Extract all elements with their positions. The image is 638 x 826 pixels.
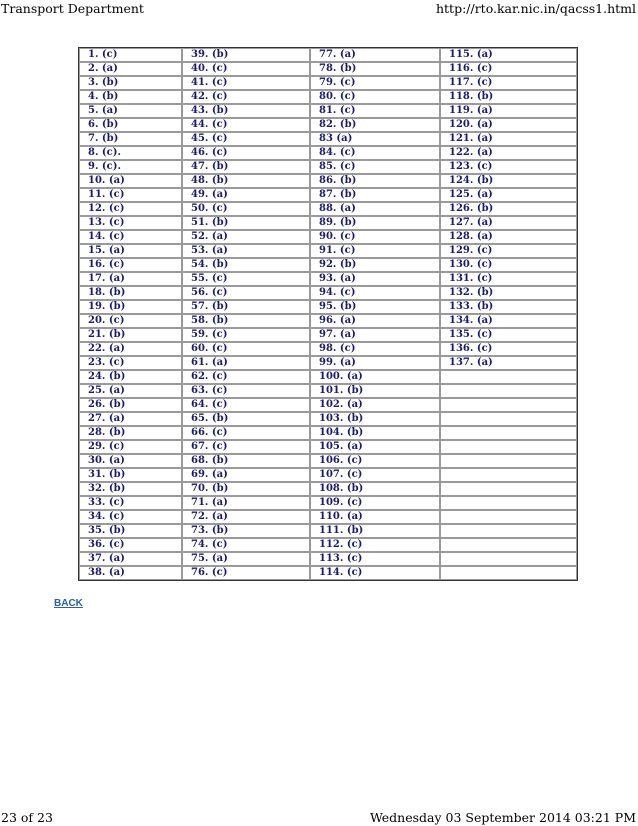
table-row	[79, 552, 577, 566]
table-row	[79, 468, 577, 482]
answer-cell: 45. (c)	[182, 132, 310, 146]
answer-cell: 29. (c)	[79, 440, 182, 454]
answer-cell: 33. (c)	[79, 496, 182, 510]
answer-cell: 135. (c)	[440, 328, 577, 342]
answer-cell: 118. (b)	[440, 90, 577, 104]
answer-cell: 10. (a)	[79, 174, 182, 188]
answer-cell: 50. (c)	[182, 202, 310, 216]
table-row	[79, 48, 577, 62]
answer-cell: 80. (c)	[310, 90, 440, 104]
answer-cell: 70. (b)	[182, 482, 310, 496]
answer-cell: 52. (a)	[182, 230, 310, 244]
answer-cell: 30. (a)	[79, 454, 182, 468]
answer-cell: 76. (c)	[182, 566, 310, 580]
answer-cell: 112. (c)	[310, 538, 440, 552]
table-row	[79, 160, 577, 174]
answer-cell: 54. (b)	[182, 258, 310, 272]
answer-cell: 20. (c)	[79, 314, 182, 328]
table-row	[79, 230, 577, 244]
answer-cell: 4. (b)	[79, 90, 182, 104]
answer-cell: 63. (c)	[182, 384, 310, 398]
table-row	[79, 426, 577, 440]
answer-cell: 84. (c)	[310, 146, 440, 160]
answer-cell: 67. (c)	[182, 440, 310, 454]
answer-cell: 42. (c)	[182, 90, 310, 104]
answer-cell: 26. (b)	[79, 398, 182, 412]
answer-cell: 61. (a)	[182, 356, 310, 370]
answer-cell	[440, 370, 577, 384]
table-row	[79, 314, 577, 328]
answer-cell	[440, 510, 577, 524]
answer-cell	[440, 426, 577, 440]
answer-cell	[440, 468, 577, 482]
answer-cell: 13. (c)	[79, 216, 182, 230]
answer-cell: 125. (a)	[440, 188, 577, 202]
answer-cell: 94. (c)	[310, 286, 440, 300]
answer-cell	[440, 412, 577, 426]
answer-cell: 110. (a)	[310, 510, 440, 524]
table-row	[79, 202, 577, 216]
answer-cell: 28. (b)	[79, 426, 182, 440]
answer-cell: 128. (a)	[440, 230, 577, 244]
table-row	[79, 188, 577, 202]
answer-cell: 40. (c)	[182, 62, 310, 76]
answer-cell: 24. (b)	[79, 370, 182, 384]
answer-cell: 64. (c)	[182, 398, 310, 412]
answer-cell	[440, 482, 577, 496]
answer-cell: 18. (b)	[79, 286, 182, 300]
table-row	[79, 286, 577, 300]
answer-cell	[440, 440, 577, 454]
answer-cell: 106. (c)	[310, 454, 440, 468]
table-row	[79, 496, 577, 510]
answer-cell: 113. (c)	[310, 552, 440, 566]
answer-cell: 121. (a)	[440, 132, 577, 146]
answer-cell: 15. (a)	[79, 244, 182, 258]
answer-cell: 55. (c)	[182, 272, 310, 286]
table-row	[79, 342, 577, 356]
table-row	[79, 146, 577, 160]
answer-cell: 122. (a)	[440, 146, 577, 160]
answer-cell: 62. (c)	[182, 370, 310, 384]
answer-cell: 38. (a)	[79, 566, 182, 580]
answer-cell: 19. (b)	[79, 300, 182, 314]
answer-cell: 32. (b)	[79, 482, 182, 496]
page-footer-datetime: Wednesday 03 September 2014 03:21 PM	[369, 810, 636, 825]
answer-cell: 100. (a)	[310, 370, 440, 384]
answer-cell: 71. (a)	[182, 496, 310, 510]
answer-cell: 11. (c)	[79, 188, 182, 202]
answer-cell: 103. (b)	[310, 412, 440, 426]
table-row	[79, 328, 577, 342]
answer-cell: 78. (b)	[310, 62, 440, 76]
answer-cell: 16. (c)	[79, 258, 182, 272]
answer-cell: 44. (c)	[182, 118, 310, 132]
answer-cell: 75. (a)	[182, 552, 310, 566]
answer-cell: 36. (c)	[79, 538, 182, 552]
answer-cell: 101. (b)	[310, 384, 440, 398]
answer-cell: 77. (a)	[310, 48, 440, 62]
answer-cell: 60. (c)	[182, 342, 310, 356]
answer-cell: 21. (b)	[79, 328, 182, 342]
table-row	[79, 300, 577, 314]
answer-cell: 53. (a)	[182, 244, 310, 258]
back-link[interactable]: BACK	[54, 598, 83, 609]
answer-cell: 5. (a)	[79, 104, 182, 118]
answer-cell: 73. (b)	[182, 524, 310, 538]
answer-cell: 83 (a)	[310, 132, 440, 146]
table-row	[79, 398, 577, 412]
answer-cell: 56. (c)	[182, 286, 310, 300]
answer-cell: 51. (b)	[182, 216, 310, 230]
table-row	[79, 272, 577, 286]
answer-cell: 6. (b)	[79, 118, 182, 132]
answer-cell: 91. (c)	[310, 244, 440, 258]
answer-cell: 69. (a)	[182, 468, 310, 482]
answer-cell: 14. (c)	[79, 230, 182, 244]
answer-cell: 88. (a)	[310, 202, 440, 216]
answer-cell: 120. (a)	[440, 118, 577, 132]
answer-cell: 99. (a)	[310, 356, 440, 370]
answer-cell: 17. (a)	[79, 272, 182, 286]
answer-cell: 74. (c)	[182, 538, 310, 552]
answer-cell: 130. (c)	[440, 258, 577, 272]
page-header-url: http://rto.kar.nic.in/qacss1.html	[435, 1, 636, 16]
answer-cell	[440, 552, 577, 566]
answer-cell: 114. (c)	[310, 566, 440, 580]
table-row	[79, 510, 577, 524]
answer-cell: 2. (a)	[79, 62, 182, 76]
answer-cell: 7. (b)	[79, 132, 182, 146]
answer-cell: 136. (c)	[440, 342, 577, 356]
table-row	[79, 76, 577, 90]
answer-cell	[440, 454, 577, 468]
answer-cell: 23. (c)	[79, 356, 182, 370]
answer-cell: 35. (b)	[79, 524, 182, 538]
answer-cell: 124. (b)	[440, 174, 577, 188]
answer-cell: 117. (c)	[440, 76, 577, 90]
answer-cell: 102. (a)	[310, 398, 440, 412]
page-header-title: Transport Department	[1, 1, 144, 16]
answer-cell: 93. (a)	[310, 272, 440, 286]
answer-cell: 89. (b)	[310, 216, 440, 230]
table-row	[79, 104, 577, 118]
answer-cell: 131. (c)	[440, 272, 577, 286]
answer-cell: 107. (c)	[310, 468, 440, 482]
answer-cell	[440, 384, 577, 398]
answer-cell: 127. (a)	[440, 216, 577, 230]
answer-cell: 66. (c)	[182, 426, 310, 440]
answer-cell: 58. (b)	[182, 314, 310, 328]
answer-cell: 3. (b)	[79, 76, 182, 90]
table-row	[79, 384, 577, 398]
answer-cell: 137. (a)	[440, 356, 577, 370]
answer-cell: 129. (c)	[440, 244, 577, 258]
answer-cell: 31. (b)	[79, 468, 182, 482]
answer-cell: 22. (a)	[79, 342, 182, 356]
answer-cell	[440, 496, 577, 510]
answer-cell: 132. (b)	[440, 286, 577, 300]
table-row	[79, 412, 577, 426]
answer-cell: 104. (b)	[310, 426, 440, 440]
answer-cell: 105. (a)	[310, 440, 440, 454]
table-row	[79, 482, 577, 496]
table-row	[79, 62, 577, 76]
answer-cell: 108. (b)	[310, 482, 440, 496]
answer-cell: 39. (b)	[182, 48, 310, 62]
answer-cell: 109. (c)	[310, 496, 440, 510]
table-row	[79, 90, 577, 104]
table-row	[79, 370, 577, 384]
answer-cell: 1. (c)	[79, 48, 182, 62]
table-row	[79, 440, 577, 454]
answer-cell	[440, 566, 577, 580]
answer-cell: 92. (b)	[310, 258, 440, 272]
table-row	[79, 356, 577, 370]
answer-cell: 82. (b)	[310, 118, 440, 132]
answer-cell: 81. (c)	[310, 104, 440, 118]
table-row	[79, 538, 577, 552]
answer-cell: 57. (b)	[182, 300, 310, 314]
answer-key-table	[78, 47, 578, 581]
answer-cell: 41. (c)	[182, 76, 310, 90]
answer-cell: 68. (b)	[182, 454, 310, 468]
answer-cell: 126. (b)	[440, 202, 577, 216]
answer-cell: 115. (a)	[440, 48, 577, 62]
answer-cell: 47. (b)	[182, 160, 310, 174]
table-row	[79, 566, 577, 580]
answer-cell: 59. (c)	[182, 328, 310, 342]
answer-cell: 133. (b)	[440, 300, 577, 314]
answer-cell: 85. (c)	[310, 160, 440, 174]
answer-cell: 95. (b)	[310, 300, 440, 314]
table-row	[79, 118, 577, 132]
table-row	[79, 524, 577, 538]
table-row	[79, 244, 577, 258]
answer-cell: 96. (a)	[310, 314, 440, 328]
table-row	[79, 454, 577, 468]
answer-cell: 134. (a)	[440, 314, 577, 328]
answer-cell: 90. (c)	[310, 230, 440, 244]
table-row	[79, 258, 577, 272]
answer-cell: 72. (a)	[182, 510, 310, 524]
answer-cell: 111. (b)	[310, 524, 440, 538]
answer-cell: 46. (c)	[182, 146, 310, 160]
answer-cell: 97. (a)	[310, 328, 440, 342]
answer-cell: 37. (a)	[79, 552, 182, 566]
answer-cell: 34. (c)	[79, 510, 182, 524]
answer-cell	[440, 538, 577, 552]
answer-cell: 48. (b)	[182, 174, 310, 188]
answer-cell: 79. (c)	[310, 76, 440, 90]
answer-cell: 98. (c)	[310, 342, 440, 356]
answer-key-body	[79, 48, 577, 580]
answer-cell: 49. (a)	[182, 188, 310, 202]
answer-cell: 123. (c)	[440, 160, 577, 174]
answer-cell: 43. (b)	[182, 104, 310, 118]
answer-cell: 65. (b)	[182, 412, 310, 426]
answer-cell: 8. (c).	[79, 146, 182, 160]
answer-cell: 87. (b)	[310, 188, 440, 202]
answer-cell: 119. (a)	[440, 104, 577, 118]
answer-cell	[440, 524, 577, 538]
answer-cell: 27. (a)	[79, 412, 182, 426]
table-row	[79, 174, 577, 188]
answer-cell	[440, 398, 577, 412]
page-footer-count: 23 of 23	[1, 810, 53, 825]
table-row	[79, 132, 577, 146]
table-row	[79, 216, 577, 230]
answer-cell: 9. (c).	[79, 160, 182, 174]
answer-cell: 86. (b)	[310, 174, 440, 188]
answer-cell: 25. (a)	[79, 384, 182, 398]
answer-cell: 12. (c)	[79, 202, 182, 216]
answer-cell: 116. (c)	[440, 62, 577, 76]
